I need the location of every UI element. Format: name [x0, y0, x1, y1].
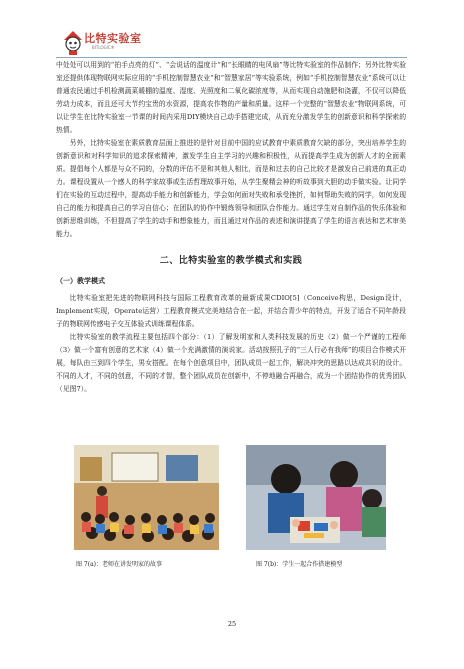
mascot-logo-icon [62, 29, 84, 55]
figure-7 [56, 445, 406, 575]
header-divider [56, 57, 407, 58]
figure-7b-caption: 图 7(b)：学生一起合作搭建模型 [256, 561, 343, 568]
logo-subtitle: BITLOGIC® [92, 45, 115, 50]
brand-logo [62, 27, 172, 57]
page-number: 25 [227, 620, 237, 628]
paragraph-1: 中处处可以用到的“拍手点亮的灯”、“会说话的温度计”和“长眼睛的电风扇”等比特实验室的作品制作；另外比特实验室还提供体现物联网实际应用的“手机控制智慧农业”和“智慧家居”等实验系统，例如“手机控制智慧农业”系统可以让普通农民通过手机检测蔬菜暖棚的温度、湿度、光照度和二氧化碳浓度等，从而实现自动施肥和浇灌，不仅可以降低劳动力成本，而且还可大节约宝贵的水资源，提高农作物的产量和质量。这样一个完整的“智慧农业”物联网系统，可以让学生在比特实验室一节课的时间内采用DIY模块自己动手搭建完成，从而充分激发学生的创新意识和科学探索的热情。 [56, 61, 406, 134]
students-photo [246, 445, 386, 550]
logo-title: 比特实验室 [84, 32, 142, 45]
classroom-photo-image [74, 445, 219, 550]
classroom-photo [74, 445, 219, 550]
section-heading: 二、比特实验室的教学模式和实践 [159, 256, 303, 266]
figure-7a-caption: 图 7(a)：老师在讲发明家的故事 [76, 561, 162, 568]
subsection-heading: （一）教学模式 [56, 277, 105, 285]
paragraph-4: 比特实验室的教学流程主要包括四个部分：（1）了解发明家和人类科技发展的历史（2）做一个严谨的工程师（3）做一个富有创意的艺术家（4）做一个充满激情的演说家。活动按照孔子的“三人行必有我师”的项目合作模式开展，每队由三到四个学生，男女搭配。在每个创意项目中，团队成员一起工作，解决冲突的思路以达成共识的设计。不同的人才，不同的创意，不同的才智，整个团队成员在创新中，不停地融合再融合，成为一个团结协作的优秀团队（见图7）。 [56, 333, 406, 393]
paragraph-2: 另外，比特实验室在素质教育层面上推进的是针对目前中国的应试教育中素质教育欠缺的部分，突出培养学生的创新意识和对科学知识的追求探索精神，激发学生自主学习的兴趣和积极性，从而提高学生成为创新人才的全面素质。提倡每个人都是与众不同的，分数的评估不是和其他人相比，而是和过去的自己比较才是激发自己前进的真正动力。课程设置从一个感人的科学家故事或生活哲理故事开始，从学生聚精会神的听故事到大胆的动手做实验。让同学们在实验的互动过程中，提高动手能力和创新能力，学会如何面对失败和承受挫折，如何帮助失败的同学，如何发现自己的能力和提高自己的学习自信心；在团队的协作中锻炼领导和团队合作能力。通过学生对自制作品的快乐体验和创新思维训练，不但提高了学生的动手和想象能力，而且通过对作品的表述和演讲提高了学生的语言表达和艺术审美能力。 [56, 139, 406, 238]
paragraph-3: 比特实验室把先进的物联网科技与国际工程教育改革的最新成果CDIO[5]（Conceive构思，Design设计，Implement实现，Operate运营）工程教育模式完美地结合在一起，并结合青少年的特点，开发了适合不同年龄段子的物联网传感电子交互体验式训练课程体系。 [56, 294, 406, 328]
students-photo-image [246, 445, 386, 550]
article-body [56, 59, 406, 396]
